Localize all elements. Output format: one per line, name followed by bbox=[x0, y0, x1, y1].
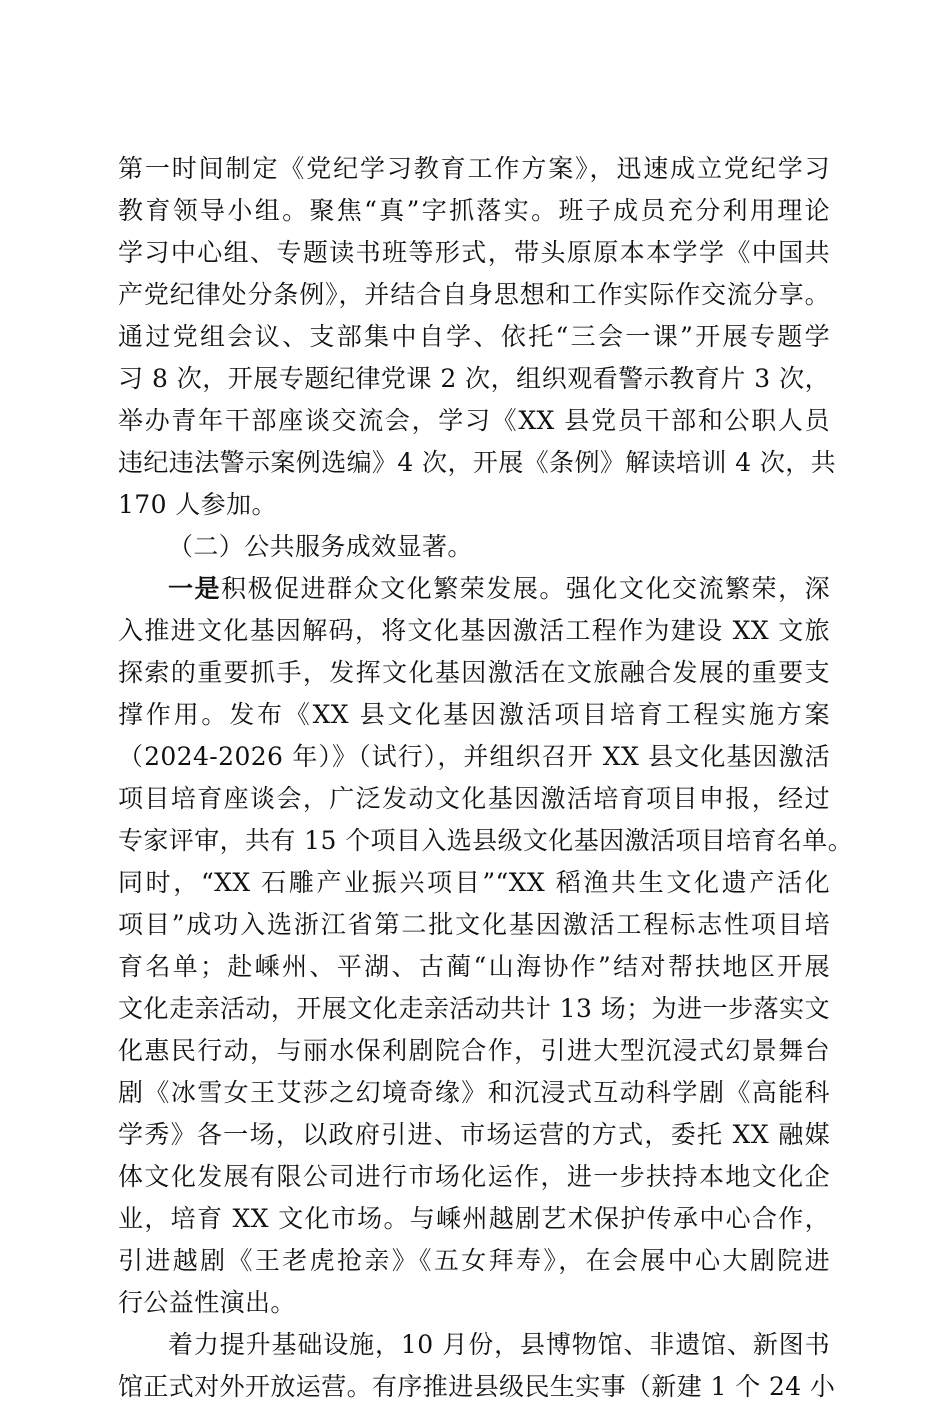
text-line: 第一时间制定《党纪学习教育工作方案》，迅速成立党纪学习 bbox=[118, 154, 830, 183]
text-line: 产党纪律处分条例》，并结合自身思想和工作实际作交流分享。 bbox=[118, 280, 830, 309]
text-line: 违纪违法警示案例选编》4 次，开展《条例》解读培训 4 次，共 bbox=[118, 448, 837, 477]
paragraph-infrastructure bbox=[118, 1324, 836, 1408]
text-line: 馆正式对外开放运营。有序推进县级民生实事（新建 1 个 24 小 bbox=[118, 1372, 836, 1401]
text-line: 行公益性演出。 bbox=[118, 1288, 296, 1317]
text-line: 教育领导小组。聚焦“真”字抓落实。班子成员充分利用理论 bbox=[118, 196, 830, 225]
text-line: 撑作用。发布《XX 县文化基因激活项目培育工程实施方案 bbox=[118, 700, 830, 729]
lead-label: 一是 bbox=[168, 574, 222, 603]
text-line: 业，培育 XX 文化市场。与嵊州越剧艺术保护传承中心合作， bbox=[118, 1204, 830, 1233]
text-line: 引进越剧《王老虎抢亲》《五女拜寿》，在会展中心大剧院进 bbox=[118, 1246, 830, 1275]
text-line: 170 人参加。 bbox=[118, 490, 277, 519]
text-line: 积极促进群众文化繁荣发展。强化文化交流繁荣，深 bbox=[221, 574, 831, 603]
paragraph-culture-development bbox=[118, 568, 854, 1324]
document-body bbox=[118, 148, 854, 1408]
text-line: 剧《冰雪女王艾莎之幻境奇缘》和沉浸式互动科学剧《高能科 bbox=[118, 1078, 830, 1107]
text-line: 举办青年干部座谈交流会，学习《XX 县党员干部和公职人员 bbox=[118, 406, 830, 435]
text-line: 学习中心组、专题读书班等形式，带头原原本本学学《中国共 bbox=[118, 238, 830, 267]
text-line-lead bbox=[118, 568, 830, 610]
text-line: 化惠民行动，与丽水保利剧院合作，引进大型沉浸式幻景舞台 bbox=[118, 1036, 830, 1065]
text-line: 项目”成功入选浙江省第二批文化基因激活工程标志性项目培 bbox=[118, 910, 830, 939]
text-line: 项目培育座谈会，广泛发动文化基因激活培育项目申报，经过 bbox=[118, 784, 830, 813]
text-line: 育名单；赴嵊州、平湖、古蔺“山海协作”结对帮扶地区开展 bbox=[118, 952, 830, 981]
paragraph-party-discipline bbox=[118, 148, 837, 526]
text-line: 专家评审，共有 15 个项目入选县级文化基因激活项目培育名单。 bbox=[118, 826, 854, 855]
text-line: 文化走亲活动，开展文化走亲活动共计 13 场；为进一步落实文 bbox=[118, 994, 830, 1023]
text-line: 通过党组会议、支部集中自学、依托“三会一课”开展专题学 bbox=[118, 322, 830, 351]
text-line: 入推进文化基因解码，将文化基因激活工程作为建设 XX 文旅 bbox=[118, 616, 830, 645]
text-line: （2024-2026 年）》（试行），并组织召开 XX 县文化基因激活 bbox=[118, 742, 830, 771]
text-line: 着力提升基础设施，10 月份，县博物馆、非遗馆、新图书 bbox=[168, 1330, 830, 1359]
text-line: 习 8 次，开展专题纪律党课 2 次，组织观看警示教育片 3 次， bbox=[118, 364, 830, 393]
text-line: 同时，“XX 石雕产业振兴项目”“XX 稻渔共生文化遗产活化 bbox=[118, 868, 830, 897]
section-heading: （二）公共服务成效显著。 bbox=[168, 532, 473, 561]
text-line: 体文化发展有限公司进行市场化运作，进一步扶持本地文化企 bbox=[118, 1162, 830, 1191]
text-line: 探索的重要抓手，发挥文化基因激活在文旅融合发展的重要支 bbox=[118, 658, 830, 687]
text-line: 学秀》各一场，以政府引进、市场运营的方式，委托 XX 融媒 bbox=[118, 1120, 830, 1149]
